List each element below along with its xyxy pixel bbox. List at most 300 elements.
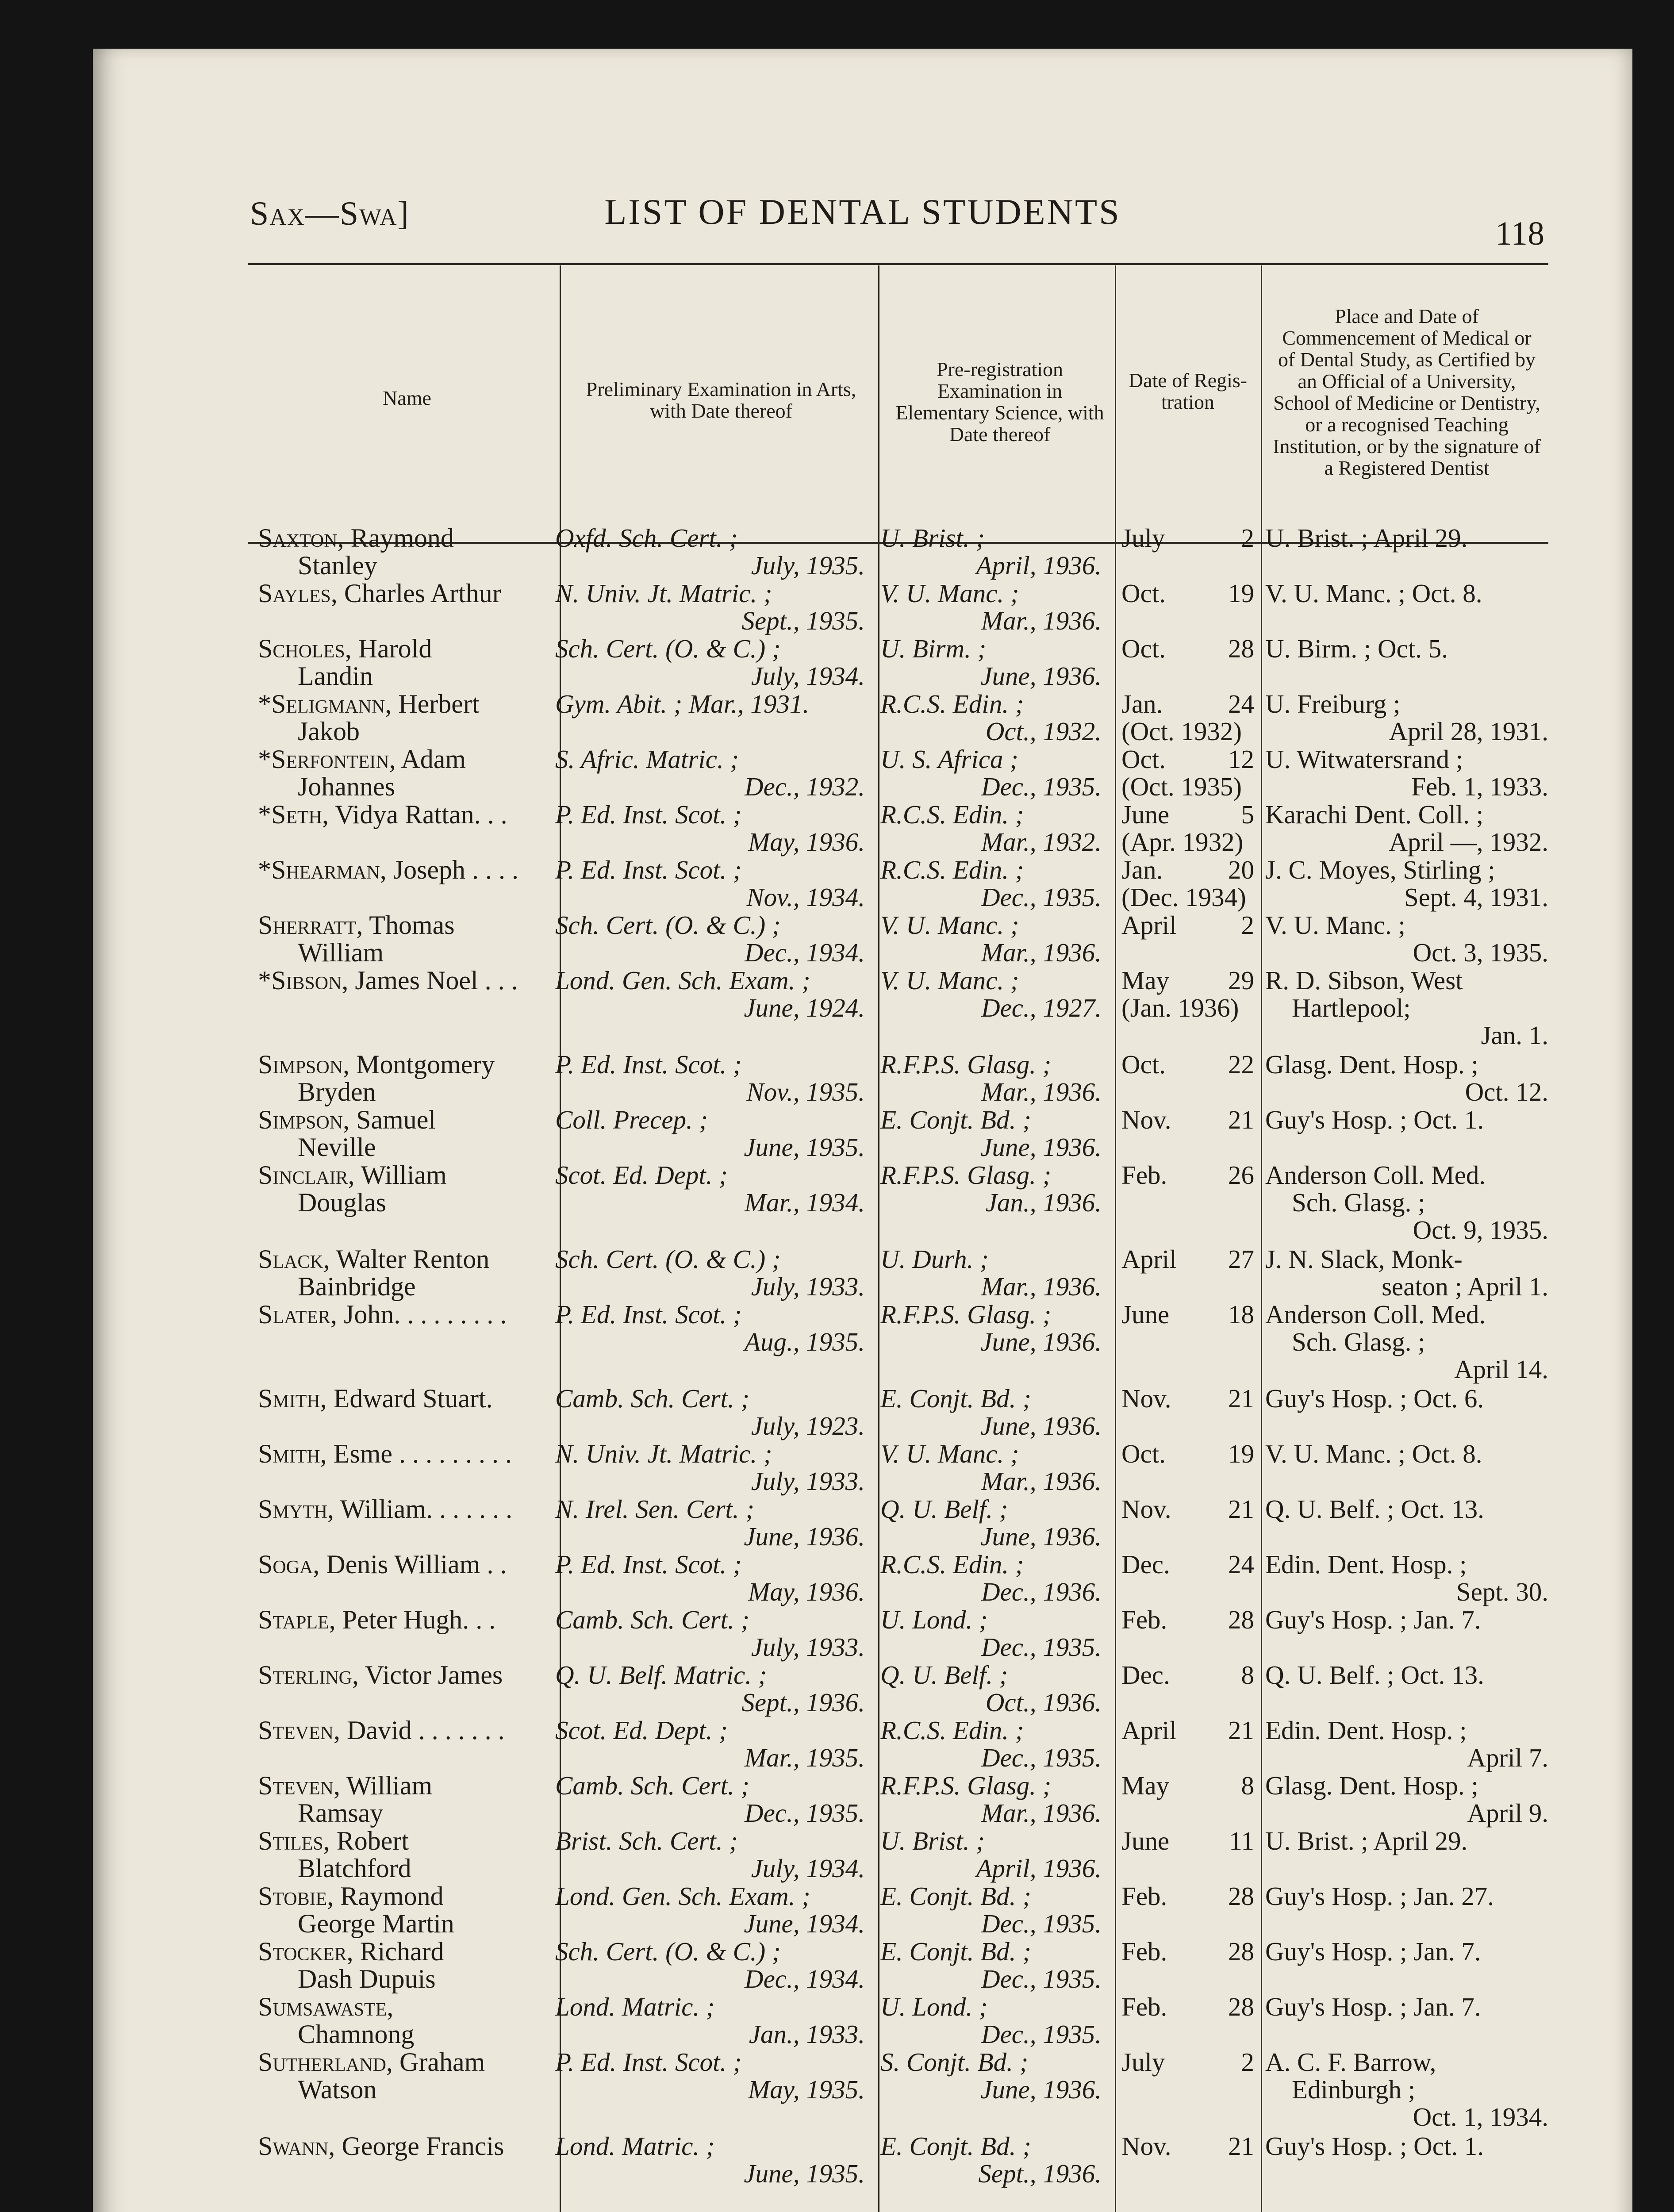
prelim-exam-date: Nov., 1935.: [746, 1077, 865, 1106]
study-commencement: [1265, 1551, 1548, 1605]
prelim-exam-name: P. Ed. Inst. Scot. ;: [555, 855, 742, 884]
surname: Sayles,: [258, 579, 338, 608]
prereg-exam-date: June, 1936.: [980, 1522, 1102, 1551]
prereg-exam: [880, 856, 1102, 911]
prereg-exam-name: R.F.P.S. Glasg. ;: [880, 1771, 1052, 1800]
student-name-line: Staple, Peter Hugh. . .: [258, 1605, 496, 1634]
student-name-line: Steven, David . . . . . . .: [258, 1716, 505, 1745]
surname: Stiles,: [258, 1826, 330, 1855]
prelim-exam-date: Dec., 1934.: [745, 1964, 865, 1993]
registration-day: 8: [1241, 1660, 1254, 1690]
student-name-cont: Neville: [298, 1133, 376, 1162]
surname: Seth,: [271, 800, 329, 829]
registration-day: 2: [1241, 523, 1254, 553]
student-name-line: *Serfontein, Adam: [258, 745, 466, 774]
registration-day: 28: [1228, 1605, 1254, 1634]
prereg-exam-date: Mar., 1936.: [981, 1467, 1102, 1496]
study-commencement: [1265, 1051, 1548, 1106]
study-commencement-line: Oct. 9, 1935.: [1413, 1215, 1548, 1244]
prelim-exam: [555, 635, 865, 690]
prelim-exam-date: June, 1935.: [744, 1133, 865, 1162]
prelim-exam: [555, 1106, 865, 1161]
registration-month: Nov.: [1121, 1384, 1171, 1413]
study-commencement: [1265, 1827, 1548, 1855]
page-title: LIST OF DENTAL STUDENTS: [604, 192, 1121, 232]
prelim-exam-date: May, 1936.: [748, 827, 865, 856]
prereg-exam-name: E. Conjt. Bd. ;: [880, 1937, 1031, 1966]
registration-month: Nov.: [1121, 1105, 1171, 1134]
registration-month: Oct.: [1121, 579, 1166, 608]
prereg-exam: [880, 635, 1102, 690]
prereg-exam-date: Dec., 1927.: [981, 993, 1102, 1022]
prereg-exam: [880, 580, 1102, 634]
study-commencement: [1265, 1440, 1548, 1467]
study-commencement: [1265, 801, 1548, 856]
prelim-exam: [555, 1440, 865, 1495]
prelim-exam-date: Sept., 1936.: [741, 1688, 865, 1717]
prelim-exam: [555, 967, 865, 1022]
study-commencement-line: U. Witwatersrand ;: [1265, 745, 1463, 774]
surname: Smyth,: [258, 1494, 334, 1524]
student-name-line: Smith, Esme . . . . . . . . .: [258, 1439, 512, 1468]
prelim-exam-name: Sch. Cert. (O. & C.) ;: [555, 634, 781, 663]
prelim-exam-name: Camb. Sch. Cert. ;: [555, 1771, 750, 1800]
prelim-exam-date: July, 1933.: [751, 1632, 865, 1662]
surname: Swann,: [258, 2131, 335, 2161]
prelim-exam: [555, 1772, 865, 1827]
student-name-line: Simpson, Montgomery: [258, 1050, 495, 1079]
study-commencement-line: Oct. 3, 1935.: [1413, 938, 1548, 967]
prereg-exam-date: Mar., 1936.: [981, 1272, 1102, 1301]
study-commencement-line: Oct. 12.: [1465, 1077, 1548, 1106]
study-commencement-line: Guy's Hosp. ; Oct. 6.: [1265, 1384, 1484, 1413]
prelim-exam-name: P. Ed. Inst. Scot. ;: [555, 1300, 742, 1329]
prereg-exam-name: V. U. Manc. ;: [880, 966, 1019, 995]
prelim-exam-date: July, 1934.: [751, 661, 865, 691]
prereg-exam-date: Dec., 1935.: [981, 2020, 1102, 2049]
prereg-exam-name: R.C.S. Edin. ;: [880, 1716, 1024, 1745]
prelim-exam: [555, 856, 865, 911]
prereg-exam-name: E. Conjt. Bd. ;: [880, 1384, 1031, 1413]
student-name-line: Stiles, Robert: [258, 1826, 409, 1855]
study-commencement-line: April 28, 1931.: [1389, 717, 1548, 746]
student-name-line: *Seth, Vidya Rattan. . .: [258, 800, 507, 829]
registration-day: 27: [1228, 1244, 1254, 1274]
study-commencement-line: Glasg. Dent. Hosp. ;: [1265, 1771, 1478, 1800]
surname: Sterling,: [258, 1660, 359, 1690]
student-name-line: Sayles, Charles Arthur: [258, 579, 501, 608]
registration-day: 21: [1228, 1105, 1254, 1134]
student-name-line: Slater, John. . . . . . . . .: [258, 1300, 507, 1329]
prelim-exam-date: Nov., 1934.: [746, 883, 865, 912]
prereg-exam: [880, 2048, 1102, 2103]
prelim-exam: [555, 524, 865, 579]
prereg-exam-name: R.C.S. Edin. ;: [880, 1550, 1024, 1579]
study-commencement-line: Jan. 1.: [1481, 1021, 1548, 1050]
prereg-exam-date: June, 1936.: [980, 2075, 1102, 2104]
prereg-exam: [880, 1106, 1102, 1161]
prereg-exam: [880, 1606, 1102, 1661]
study-commencement-line: A. C. F. Barrow,: [1265, 2047, 1436, 2077]
prereg-exam: [880, 911, 1102, 966]
study-commencement-line: Edinburgh ;: [1292, 2075, 1416, 2104]
prelim-exam-date: July, 1934.: [751, 1854, 865, 1883]
surname: Stocker,: [258, 1937, 353, 1966]
prelim-exam-date: Dec., 1935.: [745, 1798, 865, 1828]
header-prereg: Pre-registration Examination in Elementary Science, with Date thereof: [895, 358, 1104, 445]
study-commencement: [1265, 1661, 1548, 1689]
study-commencement: [1265, 2048, 1548, 2131]
prereg-exam-name: Q. U. Belf. ;: [880, 1660, 1008, 1690]
surname: Simpson,: [258, 1050, 350, 1079]
prelim-exam-name: Lond. Gen. Sch. Exam. ;: [555, 966, 810, 995]
prelim-exam-date: June, 1935.: [744, 2159, 865, 2188]
prelim-exam-date: June, 1934.: [744, 1909, 865, 1938]
registration-month: Nov.: [1121, 2131, 1171, 2161]
surname: Staple,: [258, 1605, 336, 1634]
prereg-exam: [880, 1661, 1102, 1716]
registration-month: Oct.: [1121, 634, 1166, 663]
prelim-exam: [555, 1993, 865, 2048]
study-commencement-line: J. N. Slack, Monk-: [1265, 1244, 1463, 1274]
prelim-exam-name: Camb. Sch. Cert. ;: [555, 1605, 750, 1634]
study-commencement: [1265, 1301, 1548, 1383]
registration-day: 19: [1228, 579, 1254, 608]
prelim-exam-name: N. Univ. Jt. Matric. ;: [555, 579, 772, 608]
prereg-exam-date: Mar., 1936.: [981, 938, 1102, 967]
study-commencement-line: Guy's Hosp. ; Oct. 1.: [1265, 2131, 1484, 2161]
registration-month: June: [1121, 1300, 1170, 1329]
registration-day: 11: [1229, 1826, 1254, 1855]
registration-day: 24: [1228, 1550, 1254, 1579]
student-name-line: Scholes, Harold: [258, 634, 432, 663]
prereg-exam-name: R.F.P.S. Glasg. ;: [880, 1160, 1052, 1190]
registration-month: Feb.: [1121, 1605, 1167, 1634]
prelim-exam: [555, 1385, 865, 1440]
prereg-exam-name: Q. U. Belf. ;: [880, 1494, 1008, 1524]
prelim-exam-name: P. Ed. Inst. Scot. ;: [555, 1550, 742, 1579]
surname: Sinclair,: [258, 1160, 355, 1190]
header-prelim: Preliminary Examination in Arts, with Date thereof: [586, 378, 856, 422]
student-name-cont: William: [298, 938, 384, 967]
prelim-exam-date: Aug., 1935.: [744, 1327, 865, 1356]
prelim-exam: [555, 1301, 865, 1356]
registration-day: 24: [1228, 689, 1254, 718]
prereg-exam: [880, 1938, 1102, 1993]
student-name-cont: George Martin: [298, 1909, 454, 1938]
surname: Smith,: [258, 1384, 327, 1413]
prereg-exam-date: Dec., 1935.: [981, 883, 1102, 912]
prelim-exam: [555, 1551, 865, 1605]
prereg-exam-name: U. Durh. ;: [880, 1244, 989, 1274]
study-commencement-line: Sept. 30.: [1456, 1577, 1548, 1606]
prereg-exam-name: R.F.P.S. Glasg. ;: [880, 1300, 1052, 1329]
study-commencement-line: Guy's Hosp. ; Jan. 7.: [1265, 1605, 1481, 1634]
study-commencement-line: U. Birm. ; Oct. 5.: [1265, 634, 1448, 663]
prelim-exam: [555, 1161, 865, 1216]
prereg-exam-name: R.F.P.S. Glasg. ;: [880, 1050, 1052, 1079]
prereg-exam-date: Dec., 1935.: [981, 1743, 1102, 1772]
prelim-exam-date: July, 1933.: [751, 1467, 865, 1496]
study-commencement-line: Q. U. Belf. ; Oct. 13.: [1265, 1494, 1484, 1524]
registration-day: 12: [1228, 745, 1254, 774]
study-commencement-line: Guy's Hosp. ; Jan. 7.: [1265, 1937, 1481, 1966]
prereg-exam-name: U. Brist. ;: [880, 1826, 985, 1855]
study-commencement: [1265, 1993, 1548, 2020]
study-commencement-line: V. U. Manc. ; Oct. 8.: [1265, 1439, 1482, 1468]
surname: Serfontein,: [271, 745, 396, 774]
registration-month: July: [1121, 523, 1165, 553]
registration-month: April: [1121, 910, 1177, 940]
prereg-exam-date: Oct., 1936.: [985, 1688, 1102, 1717]
prelim-exam-name: Scot. Ed. Dept. ;: [555, 1160, 728, 1190]
prelim-exam-date: July, 1923.: [751, 1411, 865, 1440]
student-name-line: Sherratt, Thomas: [258, 910, 455, 940]
study-commencement: [1265, 745, 1548, 800]
study-commencement-line: April —, 1932.: [1389, 827, 1548, 856]
prelim-exam-name: N. Irel. Sen. Cert. ;: [555, 1494, 755, 1524]
prereg-exam: [880, 1993, 1102, 2048]
header-top-rule: [248, 263, 1548, 265]
student-name-line: Soga, Denis William . .: [258, 1550, 507, 1579]
registration-day: 26: [1228, 1160, 1254, 1190]
study-commencement-line: Anderson Coll. Med.: [1265, 1300, 1486, 1329]
prereg-exam-date: Mar., 1932.: [981, 827, 1102, 856]
prelim-exam: [555, 745, 865, 800]
registration-day: 8: [1241, 1771, 1254, 1800]
student-name-line: Simpson, Samuel: [258, 1105, 436, 1134]
study-commencement: [1265, 1495, 1548, 1523]
registration-day: 21: [1228, 2131, 1254, 2161]
study-commencement: [1265, 1245, 1548, 1300]
prelim-exam-name: Camb. Sch. Cert. ;: [555, 1384, 750, 1413]
running-head: Sax—Swa]: [250, 195, 410, 232]
study-commencement-line: R. D. Sibson, West: [1265, 966, 1463, 995]
registration-day: 21: [1228, 1716, 1254, 1745]
student-name-cont: Bryden: [298, 1077, 376, 1106]
prelim-exam: [555, 1717, 865, 1771]
prelim-exam: [555, 1606, 865, 1661]
registration-day: 29: [1228, 966, 1254, 995]
study-commencement: [1265, 2132, 1548, 2160]
registration-month: July: [1121, 2047, 1165, 2077]
prelim-exam: [555, 1245, 865, 1300]
student-name-line: Smyth, William. . . . . . .: [258, 1494, 513, 1524]
student-name-line: Slack, Walter Renton: [258, 1244, 490, 1274]
surname: Steven,: [258, 1716, 340, 1745]
study-commencement: [1265, 1606, 1548, 1633]
student-name-cont: Landin: [298, 661, 373, 691]
registration-month: Nov.: [1121, 1494, 1171, 1524]
study-commencement-line: Edin. Dent. Hosp. ;: [1265, 1550, 1467, 1579]
header-name: Name: [383, 387, 431, 409]
prelim-exam-date: Mar., 1934.: [744, 1188, 865, 1217]
prereg-exam: [880, 690, 1102, 745]
prereg-exam-date: Jan., 1936.: [985, 1188, 1102, 1217]
prereg-exam-date: June, 1936.: [980, 1327, 1102, 1356]
registration-day: 28: [1228, 1992, 1254, 2021]
surname: Saxton,: [258, 523, 344, 553]
prereg-exam: [880, 1245, 1102, 1300]
student-name-cont: Ramsay: [298, 1798, 384, 1828]
prereg-exam: [880, 1717, 1102, 1771]
student-name-line: Saxton, Raymond: [258, 523, 454, 553]
surname: Simpson,: [258, 1105, 350, 1134]
prelim-exam-date: July, 1933.: [751, 1272, 865, 1301]
prelim-exam-name: S. Afric. Matric. ;: [555, 745, 739, 774]
prereg-exam-name: E. Conjt. Bd. ;: [880, 1105, 1031, 1134]
registration-month: Jan.: [1121, 689, 1163, 718]
registration-month: Feb.: [1121, 1882, 1167, 1911]
study-commencement: [1265, 1717, 1548, 1771]
prelim-exam-date: Jan., 1933.: [749, 2020, 865, 2049]
study-commencement: [1265, 1938, 1548, 1965]
prereg-exam-name: R.C.S. Edin. ;: [880, 689, 1024, 718]
prelim-exam-date: Dec., 1932.: [745, 772, 865, 801]
registration-day: 2: [1241, 910, 1254, 940]
study-commencement: [1265, 1161, 1548, 1244]
prelim-exam-name: Lond. Gen. Sch. Exam. ;: [555, 1882, 810, 1911]
study-commencement-line: Edin. Dent. Hosp. ;: [1265, 1716, 1467, 1745]
prereg-exam: [880, 524, 1102, 579]
study-commencement: [1265, 856, 1548, 911]
registration-day: 19: [1228, 1439, 1254, 1468]
prelim-exam: [555, 690, 865, 718]
study-commencement-line: Guy's Hosp. ; Jan. 7.: [1265, 1992, 1481, 2021]
study-commencement-line: Sch. Glasg. ;: [1292, 1327, 1425, 1356]
surname: Steven,: [258, 1771, 340, 1800]
prelim-exam-name: Sch. Cert. (O. & C.) ;: [555, 1937, 781, 1966]
student-name-line: Swann, George Francis: [258, 2131, 504, 2161]
prelim-exam: [555, 1827, 865, 1882]
registration-month: May: [1121, 966, 1170, 995]
prereg-exam-date: April, 1936.: [976, 551, 1102, 580]
registration-day: 5: [1241, 800, 1254, 829]
prelim-exam: [555, 1938, 865, 1993]
prelim-exam-date: June, 1924.: [744, 993, 865, 1022]
registration-original: (Jan. 1936): [1121, 993, 1239, 1022]
prelim-exam-date: Mar., 1935.: [744, 1743, 865, 1772]
prereg-exam: [880, 745, 1102, 800]
prereg-exam: [880, 1161, 1102, 1216]
student-name-line: Sutherland, Graham: [258, 2047, 485, 2077]
registration-month: June: [1121, 1826, 1170, 1855]
registration-day: 28: [1228, 1937, 1254, 1966]
prelim-exam: [555, 2132, 865, 2187]
surname: Sibson,: [271, 966, 349, 995]
prelim-exam: [555, 2048, 865, 2103]
study-commencement-line: V. U. Manc. ;: [1265, 910, 1405, 940]
column-divider: [1261, 265, 1262, 2212]
header-date-reg: Date of Regis- tration: [1128, 369, 1248, 413]
registration-month: Feb.: [1121, 1937, 1167, 1966]
prereg-exam-date: Mar., 1936.: [981, 606, 1102, 635]
study-commencement-line: April 14.: [1454, 1355, 1548, 1384]
prereg-exam-date: Mar., 1936.: [981, 1077, 1102, 1106]
study-commencement-line: Guy's Hosp. ; Jan. 27.: [1265, 1882, 1494, 1911]
surname: Sherratt,: [258, 910, 363, 940]
study-commencement-line: Oct. 1, 1934.: [1413, 2102, 1548, 2131]
registration-day: 21: [1228, 1384, 1254, 1413]
prereg-exam: [880, 1385, 1102, 1440]
student-name-cont: Blatchford: [298, 1854, 411, 1883]
student-name-line: Sterling, Victor James: [258, 1660, 503, 1690]
surname: Scholes,: [258, 634, 352, 663]
prereg-exam-date: Oct., 1932.: [985, 717, 1102, 746]
student-name-line: *Seligmann, Herbert: [258, 689, 480, 718]
study-commencement-line: V. U. Manc. ; Oct. 8.: [1265, 579, 1482, 608]
student-name-cont: Chamnong: [298, 2020, 415, 2049]
study-commencement-line: Sch. Glasg. ;: [1292, 1188, 1425, 1217]
registration-original: (Oct. 1935): [1121, 772, 1242, 801]
study-commencement: [1265, 1106, 1548, 1133]
registration-month: April: [1121, 1244, 1177, 1274]
prelim-exam: [555, 1661, 865, 1716]
surname: Shearman,: [271, 855, 387, 884]
page-number: 118: [1495, 215, 1545, 252]
study-commencement-line: Anderson Coll. Med.: [1265, 1160, 1486, 1190]
surname: Soga,: [258, 1550, 320, 1579]
study-commencement-line: Karachi Dent. Coll. ;: [1265, 800, 1484, 829]
student-name-line: *Shearman, Joseph . . . .: [258, 855, 519, 884]
registration-month: Feb.: [1121, 1160, 1167, 1190]
prereg-exam-date: Dec., 1936.: [981, 1577, 1102, 1606]
surname: Sutherland,: [258, 2047, 393, 2077]
prelim-exam: [555, 911, 865, 966]
study-commencement-line: Q. U. Belf. ; Oct. 13.: [1265, 1660, 1484, 1690]
prelim-exam-date: May, 1936.: [748, 1577, 865, 1606]
prelim-exam-date: July, 1935.: [751, 551, 865, 580]
study-commencement-line: seaton ; April 1.: [1382, 1272, 1548, 1301]
prelim-exam: [555, 1051, 865, 1106]
registration-day: 2: [1241, 2047, 1254, 2077]
prereg-exam-name: U. Brist. ;: [880, 523, 985, 553]
study-commencement-line: April 9.: [1467, 1798, 1548, 1828]
header-place: Place and Date of Commencement of Medical or of Dental Study, as Certified by an Official of a University, School of Medicine or Dentistry, or a recognised Teaching Institution, or by the signature of a Registered Dentist: [1273, 305, 1541, 479]
study-commencement-line: Glasg. Dent. Hosp. ;: [1265, 1050, 1478, 1079]
registration-month: Oct.: [1121, 745, 1166, 774]
registration-month: Oct.: [1121, 1439, 1166, 1468]
prereg-exam-name: U. Lond. ;: [880, 1605, 988, 1634]
registration-original: (Apr. 1932): [1121, 827, 1244, 856]
prelim-exam-name: P. Ed. Inst. Scot. ;: [555, 1050, 742, 1079]
prereg-exam-name: V. U. Manc. ;: [880, 1439, 1019, 1468]
prelim-exam-name: Lond. Matric. ;: [555, 2131, 715, 2161]
surname: Smith,: [258, 1439, 327, 1468]
column-divider: [878, 265, 879, 2212]
study-commencement: [1265, 580, 1548, 607]
study-commencement: [1265, 1882, 1548, 1910]
student-name-cont: Bainbridge: [298, 1272, 416, 1301]
prereg-exam-date: June, 1936.: [980, 1411, 1102, 1440]
prereg-exam-name: E. Conjt. Bd. ;: [880, 1882, 1031, 1911]
prelim-exam-date: Sept., 1935.: [741, 606, 865, 635]
prereg-exam-name: U. Birm. ;: [880, 634, 987, 663]
prelim-exam: [555, 1882, 865, 1937]
prelim-exam: [555, 1495, 865, 1550]
registration-day: 20: [1228, 855, 1254, 884]
study-commencement: [1265, 690, 1548, 745]
prereg-exam-name: R.C.S. Edin. ;: [880, 855, 1024, 884]
prereg-exam: [880, 1440, 1102, 1495]
prereg-exam: [880, 1882, 1102, 1937]
document-page: [93, 49, 1632, 2212]
prereg-exam: [880, 2132, 1102, 2187]
student-name-cont: Jakob: [298, 717, 360, 746]
prereg-exam-date: June, 1936.: [980, 1133, 1102, 1162]
study-commencement-line: U. Brist. ; April 29.: [1265, 523, 1468, 553]
surname: Sumsawaste,: [258, 1992, 394, 2021]
